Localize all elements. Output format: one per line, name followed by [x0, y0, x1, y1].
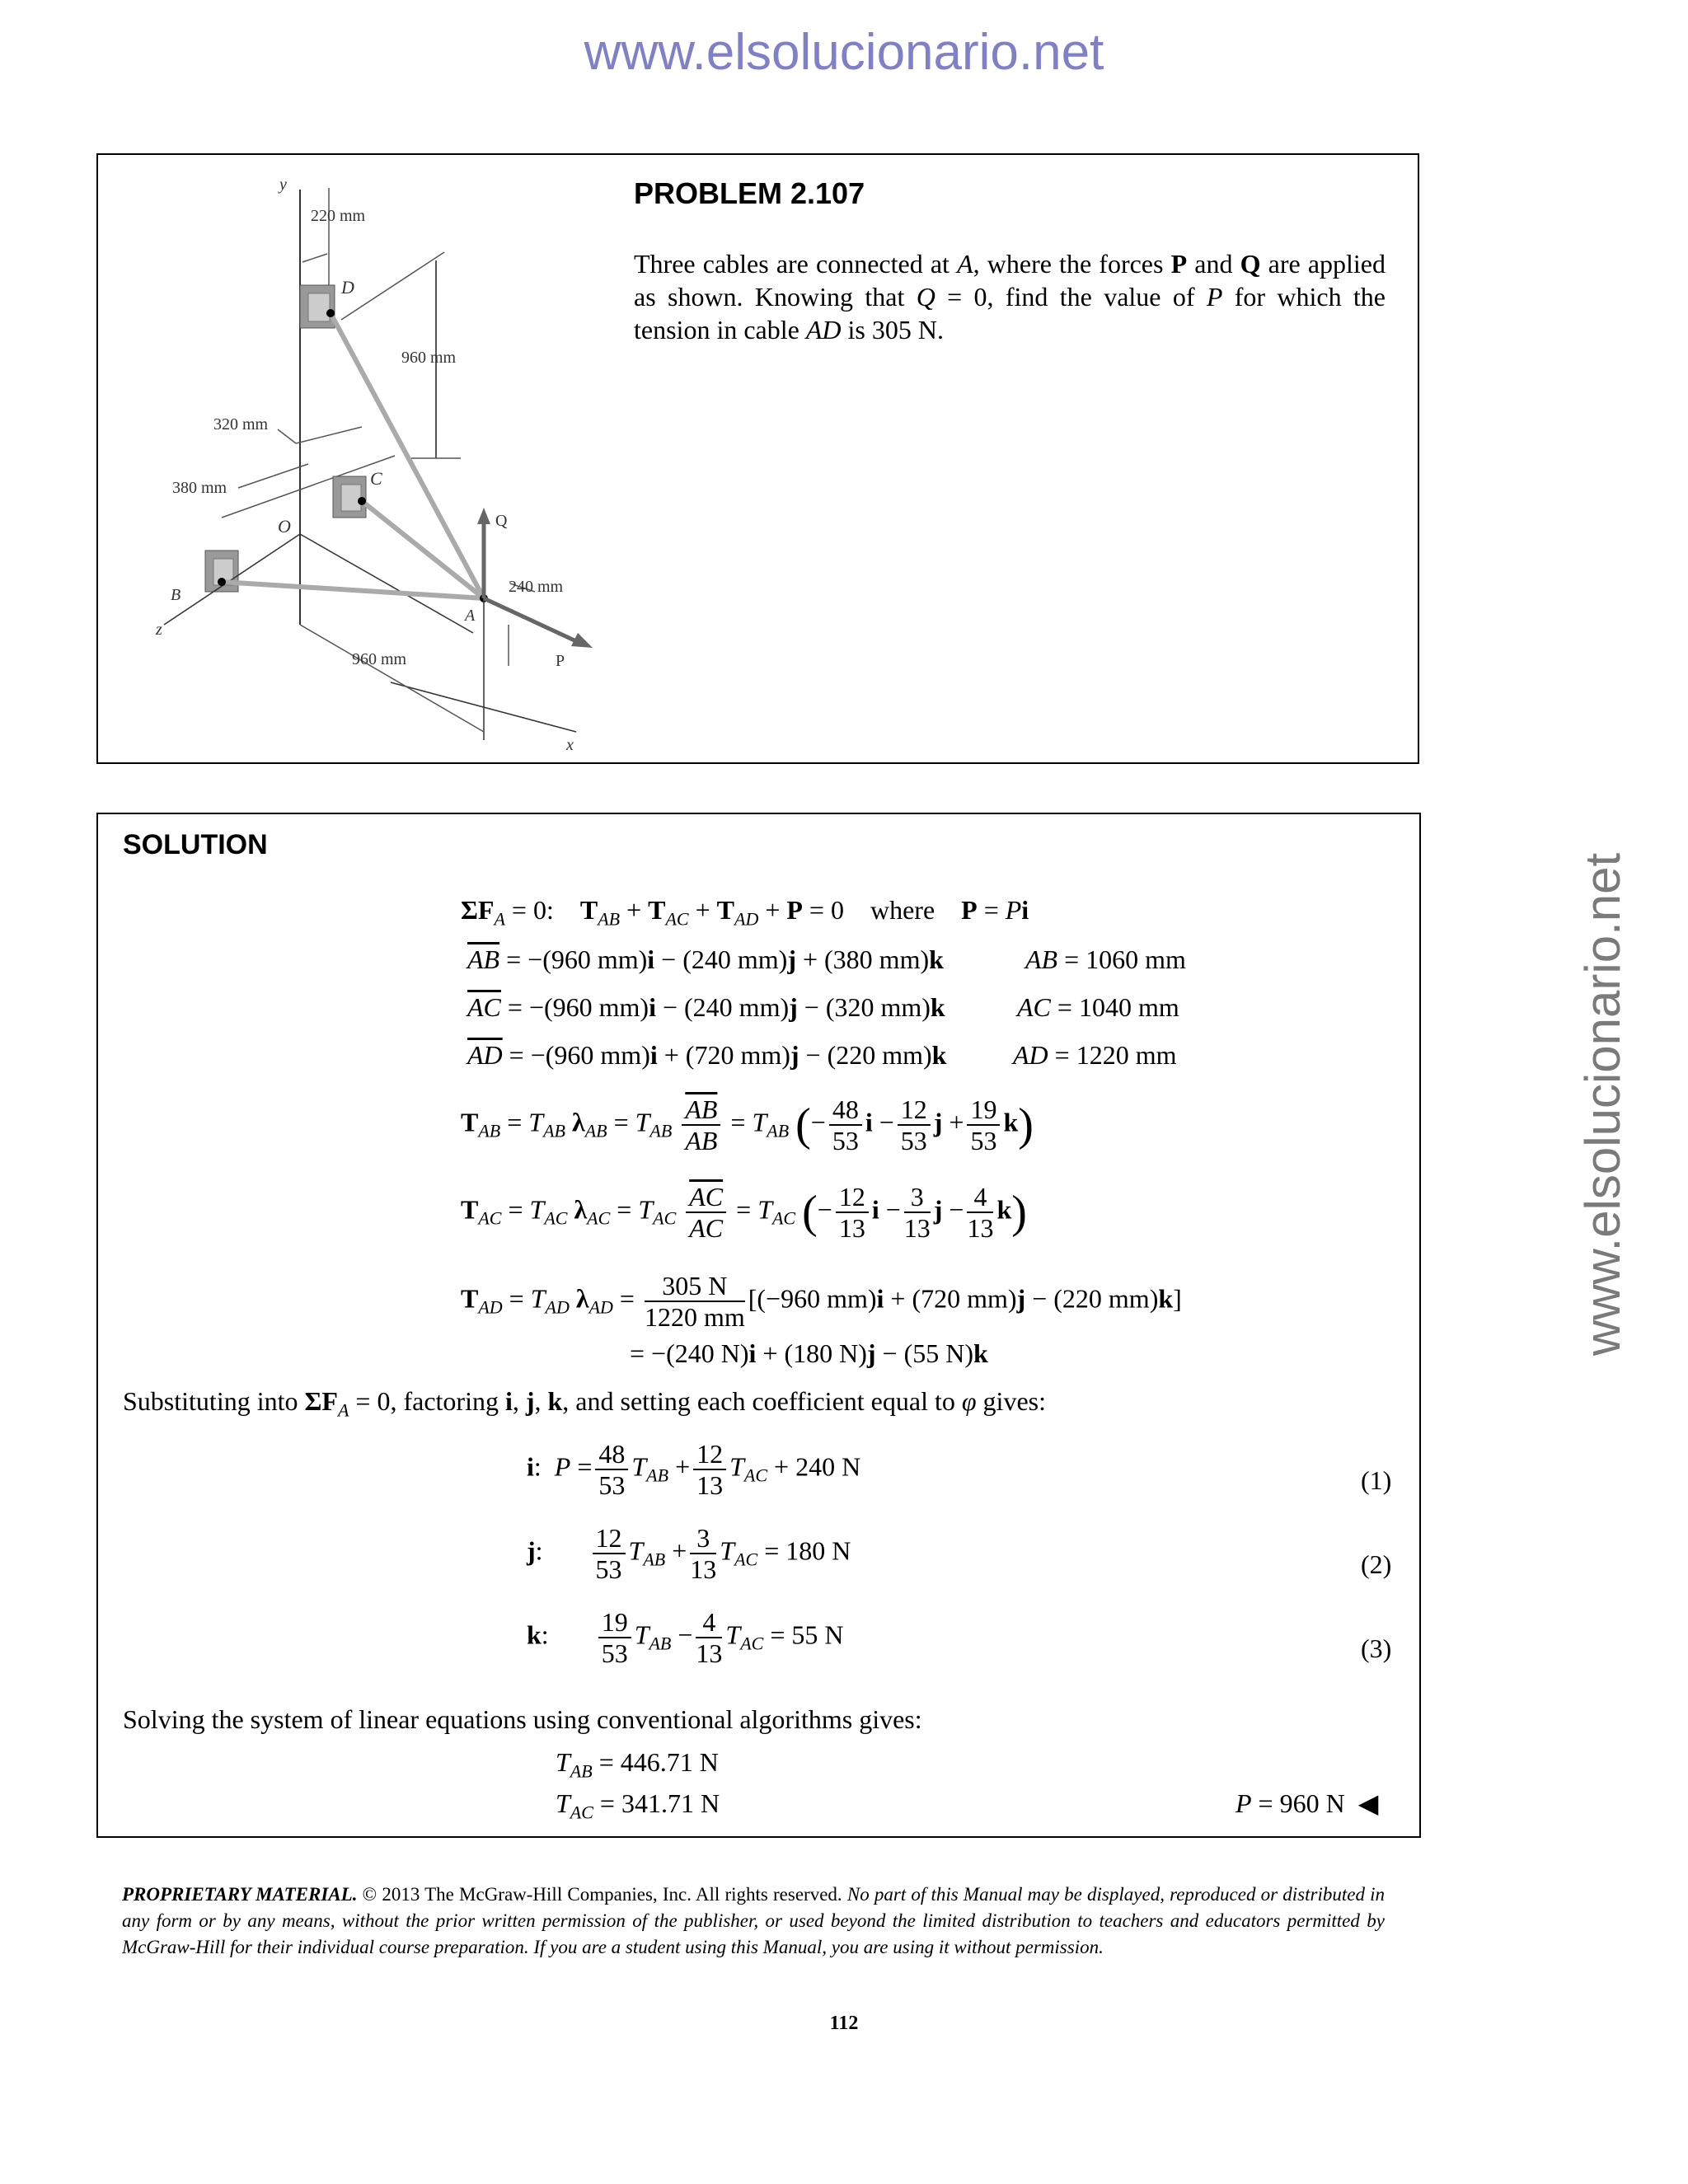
substituting-text: Substituting into $\Sigma F_A = 0$, factoring i, j, k, and setting each coefficient equal to φ gives:: [123, 1386, 1046, 1421]
equation-j: j: $\frac{12}{53}$ $T_{AB}$ + $\frac{3}{13}$ $T_{AC} = 180$ N: [527, 1523, 851, 1584]
problem-statement: Three cables are connected at A, where the forces P and Q are applied as shown. Knowing that Q = 0, find the value of P for which the tension in cable AD is 305 N.: [634, 249, 1386, 344]
tension-ac-equation: $T_{AC} = T_{AC}$ $\lambda_{AC} = T_{AC}$ $\frac{\overline{AC}}{AC}$ = $T_{AC}$ (− $\frac{12}{13}$ i − $\frac{3}{13}$ j − $\frac{4}{13}$ k): [461, 1182, 1027, 1243]
cable-ac: [362, 501, 484, 598]
dim-960-vertical: 960 mm: [401, 349, 457, 367]
tension-ad-result: = −(240 N)i + (180 N)j − (55 N)k: [630, 1338, 988, 1368]
footer-lead: PROPRIETARY MATERIAL.: [122, 1884, 358, 1905]
problem-figure: [98, 155, 626, 762]
label-q: Q: [495, 512, 508, 530]
label-d: D: [341, 277, 354, 298]
label-a: A: [465, 607, 476, 625]
final-answer: P = 960 N ◀: [1236, 1788, 1379, 1818]
equation-number-2: (2): [1361, 1549, 1392, 1579]
solving-text: Solving the system of linear equations using conventional algorithms gives:: [123, 1704, 922, 1734]
dim-220: 220 mm: [311, 207, 366, 225]
cable-ab: [222, 582, 484, 598]
watermark-top: www.elsolucionario.net: [584, 24, 1104, 81]
tab-value: $T_{AB} = 446.71$ N: [556, 1747, 719, 1782]
vector-ad: $\overline{AD} = -(960$ mm)i + (720 mm)j − (220 mm)k: [467, 1040, 947, 1070]
length-ac: AC = 1040 mm: [1017, 992, 1179, 1022]
tension-ad-equation: $T_{AD} = T_{AD}$ $\lambda_{AD}$ = $\frac{305 N}{1220 mm}$ [(−960 mm)i + (720 mm)j − (220 mm)k]: [461, 1271, 1182, 1332]
z-axis-label: z: [156, 621, 162, 639]
equilibrium-equation: $\Sigma F_A = 0$: $T_{AB} + T_{AC} + T_{AD} + P = 0$ where P = Pi: [461, 895, 1029, 930]
watermark-side: www.elsolucionario.net: [1575, 852, 1630, 1357]
z-axis: [164, 534, 300, 625]
vector-ab: $\overline{AB} = -(960$ mm)i − (240 mm)j + (380 mm)k: [467, 944, 944, 974]
tac-value: $T_{AC} = 341.71$ N: [556, 1788, 720, 1823]
page-number: 112: [829, 2013, 859, 2034]
dim-320: 320 mm: [213, 415, 269, 434]
footer-copyright: © 2013 The McGraw-Hill Companies, Inc. All rights reserved.: [362, 1884, 842, 1905]
label-p: P: [556, 652, 565, 670]
length-ab: AB = 1060 mm: [1025, 944, 1186, 974]
dim-380: 380 mm: [172, 479, 227, 497]
equation-number-1: (1): [1361, 1465, 1392, 1495]
footer-rest: No part of this Manual may be displayed, reproduced or distributed in any form or by any means, without the prior written permission of the publisher, or used beyond the limited distribution to teachers and educators permitted by McGraw-Hill for their individual course preparation. If you are a student using this Manual, you are using it without permission.: [122, 1884, 1386, 1957]
proprietary-footer: [122, 1882, 1385, 1961]
solution-box: [96, 813, 1421, 1838]
label-b: B: [171, 586, 181, 604]
x-axis-label: x: [566, 736, 574, 754]
y-axis-label: y: [279, 176, 287, 194]
problem-box: [96, 153, 1419, 764]
dim-960-horizontal: 960 mm: [352, 650, 407, 668]
dim-240: 240 mm: [509, 578, 564, 596]
x-axis: [300, 534, 473, 633]
length-ad: AD = 1220 mm: [1013, 1040, 1177, 1070]
tension-ab-equation: $T_{AB} = T_{AB}$ $\lambda_{AB} = T_{AB}$ $\frac{\overline{AB}}{AB}$ = $T_{AB}$ (− $\frac{48}{53}$ i − $\frac{12}{53}$ j + $\frac{19}{53}$ k): [461, 1094, 1034, 1155]
vector-ac: $\overline{AC} = -(960$ mm)i − (240 mm)j − (320 mm)k: [467, 992, 945, 1022]
equation-k: k: $\frac{19}{53}$ $T_{AB}$ − $\frac{4}{13}$ $T_{AC} = 55$ N: [527, 1607, 844, 1668]
solution-title: SOLUTION: [123, 829, 268, 860]
problem-title: PROBLEM 2.107: [634, 176, 865, 210]
force-p: [484, 598, 576, 641]
equation-number-3: (3): [1361, 1633, 1392, 1663]
equation-i: i: P = $\frac{48}{53}$ $T_{AB}$ + $\frac{12}{13}$ $T_{AC} + 240$ N: [527, 1439, 861, 1500]
label-o: O: [278, 516, 291, 537]
label-c: C: [370, 468, 382, 489]
